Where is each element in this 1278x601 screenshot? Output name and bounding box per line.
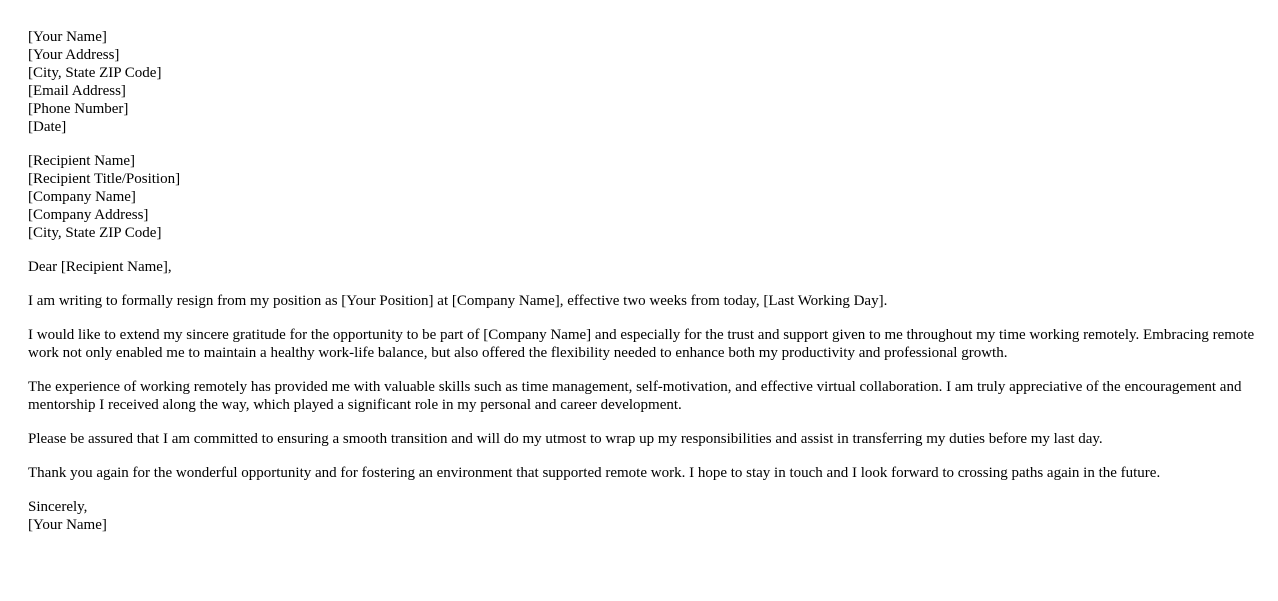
recipient-address-block: [28, 152, 1258, 242]
sender-address: [Your Address]: [28, 47, 120, 63]
sender-name: [Your Name]: [28, 29, 107, 45]
recipient-title: [Recipient Title/Position]: [28, 171, 181, 187]
body-paragraph-4: Please be assured that I am committed to ensuring a smooth transition and will do my utmost to wrap up my responsibilities and assist in transferring my duties before my last day.: [28, 431, 1103, 447]
recipient-name: [Recipient Name]: [28, 153, 136, 169]
sender-phone: [Phone Number]: [28, 101, 129, 117]
salutation: Dear [Recipient Name],: [28, 259, 172, 275]
sign-off-block: [28, 498, 1258, 534]
body-paragraph-5: Thank you again for the wonderful opportunity and for fostering an environment that supported remote work. I hope to stay in touch and I look forward to crossing paths again in the future.: [28, 465, 1161, 481]
resignation-letter: [28, 28, 1258, 550]
signature-name: [Your Name]: [28, 517, 107, 533]
body-paragraph-3: The experience of working remotely has provided me with valuable skills such as time management, self-motivation, and effective virtual collaboration. I am truly appreciative of the encouragement and mentorship I received along the way, which played a significant role in my personal and career development.: [28, 379, 1242, 413]
body-paragraph-1: I am writing to formally resign from my position as [Your Position] at [Company Name], effective two weeks from today, [Last Working Day].: [28, 293, 888, 309]
sender-address-block: [28, 28, 1258, 136]
sender-city-state-zip: [City, State ZIP Code]: [28, 65, 162, 81]
recipient-company-name: [Company Name]: [28, 189, 136, 205]
body-paragraph-2: I would like to extend my sincere gratitude for the opportunity to be part of [Company Name] and especially for the trust and support given to me throughout my time working remotely. Embracing remote work not only enabled me to maintain a healthy work-life balance, but also offered the flexibility needed to enhance both my productivity and professional growth.: [28, 327, 1255, 361]
letter-date: [Date]: [28, 119, 67, 135]
recipient-city-state-zip: [City, State ZIP Code]: [28, 225, 162, 241]
closing: Sincerely,: [28, 499, 88, 515]
recipient-company-address: [Company Address]: [28, 207, 149, 223]
sender-email: [Email Address]: [28, 83, 126, 99]
